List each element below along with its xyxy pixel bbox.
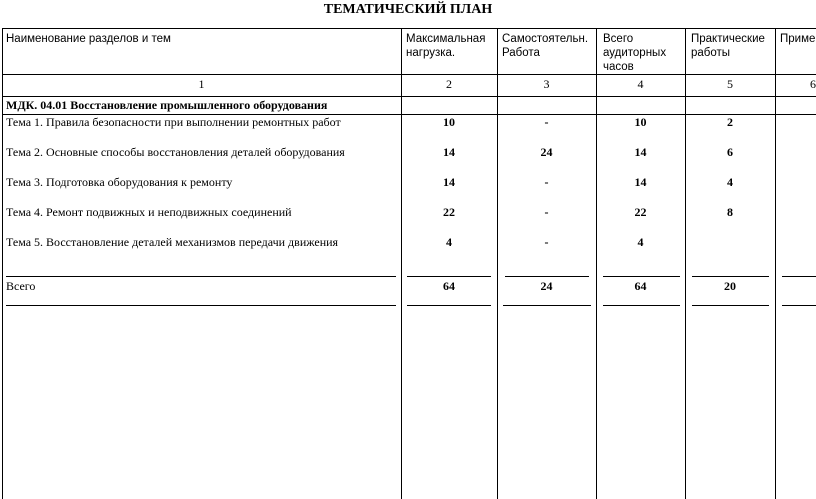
column-divider — [401, 28, 402, 499]
row-name: Тема 4. Ремонт подвижных и неподвижных соединений — [6, 205, 292, 219]
total-label: Всего — [6, 279, 36, 293]
row-practical: 8 — [727, 205, 733, 219]
header-self-work-line1: Самостоятельн. — [502, 33, 589, 45]
total-max: 64 — [443, 279, 455, 293]
header-name: Наименование разделов и тем — [6, 33, 171, 45]
header-practical-line1: Практические — [691, 33, 765, 45]
table-border-top — [2, 28, 816, 29]
column-number: 5 — [727, 77, 733, 91]
section-heading: МДК. 04.01 Восстановление промышленного оборудования — [6, 98, 328, 112]
column-divider — [596, 28, 597, 499]
row-total: 14 — [634, 175, 647, 189]
underline — [6, 276, 396, 277]
row-name: Тема 5. Восстановление деталей механизмов передачи движения — [6, 235, 339, 249]
column-number: 1 — [198, 77, 205, 91]
column-number: 6 — [810, 77, 816, 91]
header-practical-line2: работы — [691, 47, 731, 59]
row-name: Тема 2. Основные способы восстановления деталей оборудования — [6, 145, 345, 159]
underline — [692, 305, 769, 306]
row-max: 10 — [443, 115, 455, 129]
underline — [6, 305, 396, 306]
header-max-load-line2: нагрузка. — [406, 47, 456, 59]
header-total-class-line2: аудиторных — [603, 47, 667, 59]
row-practical: 6 — [727, 145, 733, 159]
row-name: Тема 1. Правила безопасности при выполнении ремонтных работ — [6, 115, 341, 129]
row-max: 14 — [443, 175, 455, 189]
underline — [603, 305, 680, 306]
table-border-left — [2, 28, 3, 499]
header-total-class-line3: часов — [603, 61, 634, 73]
row-self: - — [544, 115, 549, 129]
row-self: - — [544, 175, 549, 189]
row-divider — [2, 96, 816, 97]
total-total: 64 — [634, 279, 647, 293]
header-total-class-line1: Всего — [603, 33, 634, 45]
row-total: 14 — [634, 145, 647, 159]
row-total: 4 — [637, 235, 644, 249]
row-name: Тема 3. Подготовка оборудования к ремонту — [6, 175, 233, 189]
total-practical: 20 — [724, 279, 736, 293]
total-self: 24 — [540, 279, 553, 293]
underline — [782, 276, 816, 277]
row-max: 14 — [443, 145, 455, 159]
row-max: 4 — [446, 235, 452, 249]
column-divider — [775, 28, 776, 499]
underline — [505, 276, 589, 277]
underline — [603, 276, 680, 277]
underline — [782, 305, 816, 306]
underline — [503, 305, 591, 306]
row-self: 24 — [540, 145, 553, 159]
header-self-work-line2: Работа — [502, 47, 540, 59]
row-divider — [2, 74, 816, 75]
column-number: 2 — [446, 77, 452, 91]
row-practical: 2 — [727, 115, 733, 129]
column-divider — [685, 28, 686, 499]
page-title: ТЕМАТИЧЕСКИЙ ПЛАН — [323, 2, 493, 17]
row-practical: 4 — [727, 175, 733, 189]
row-total: 10 — [634, 115, 647, 129]
column-divider — [497, 28, 498, 499]
underline — [407, 276, 491, 277]
row-total: 22 — [634, 205, 647, 219]
column-number: 3 — [543, 77, 550, 91]
row-max: 22 — [443, 205, 455, 219]
underline — [407, 305, 491, 306]
column-number: 4 — [637, 77, 644, 91]
row-self: - — [544, 205, 549, 219]
header-max-load-line1: Максимальная — [406, 33, 486, 45]
row-self: - — [544, 235, 549, 249]
header-note: Приме — [780, 33, 816, 45]
underline — [692, 276, 769, 277]
